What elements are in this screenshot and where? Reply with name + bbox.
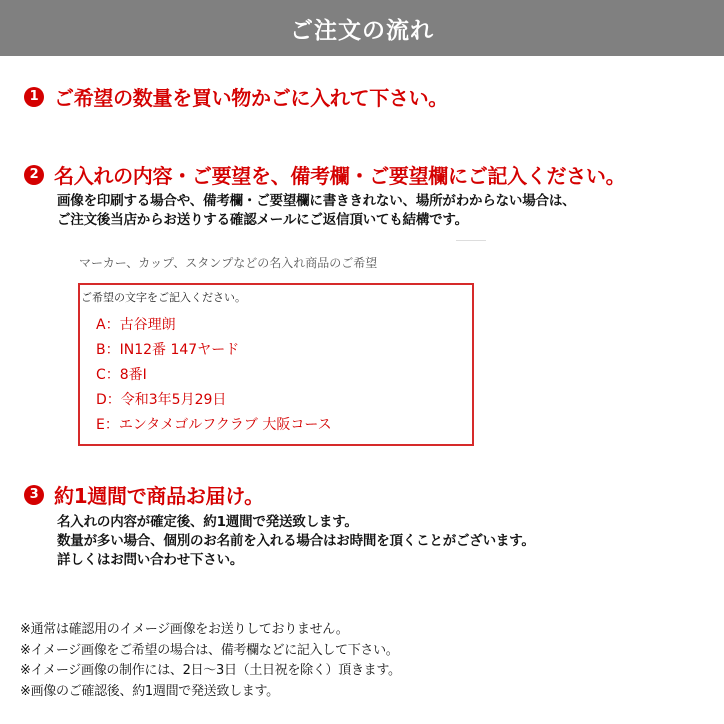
step-2-body-line: ご注文後当店からお送りする確認メールにご返信頂いても結構です。 xyxy=(57,212,468,228)
entry-example-d: D：令和3年5月29日 xyxy=(96,392,227,408)
entry-example-list xyxy=(96,316,332,441)
step-1-heading xyxy=(24,82,448,111)
note-item: ※通常は確認用のイメージ画像をお送りしておりません。 xyxy=(20,622,349,637)
step-3-body-line: 詳しくはお問い合わせ下さい。 xyxy=(57,552,244,568)
note-item: ※画像のご確認後、約1週間で発送致します。 xyxy=(20,683,279,699)
entry-example-b: B：IN12番 147ヤード xyxy=(96,342,240,358)
step-2-body xyxy=(57,192,575,230)
step-2-title: 名入れの内容・ご要望を、備考欄・ご要望欄にご記入ください。 xyxy=(54,164,626,188)
step-3-title: 約1週間で商品お届け。 xyxy=(54,484,264,508)
number-1-icon: 1 xyxy=(24,87,44,107)
note-item: ※イメージ画像の制作には、2日～3日（土日祝を除く）頂きます。 xyxy=(20,663,401,678)
step-2-heading xyxy=(24,160,625,189)
note-item: ※イメージ画像をご希望の場合は、備考欄などに記入して下さい。 xyxy=(20,642,399,658)
step-1-title: ご希望の数量を買い物かごに入れて下さい。 xyxy=(54,86,448,110)
entry-example-e: E：エンタメゴルフクラブ 大阪コース xyxy=(96,417,332,433)
step-2-body-line: 画像を印刷する場合や、備考欄・ご要望欄に書ききれない、場所がわからない場合は、 xyxy=(57,193,576,209)
entry-example-a: A：古谷理朗 xyxy=(96,317,176,333)
step-3-body xyxy=(57,513,535,570)
step-3-body-line: 名入れの内容が確定後、約1週間で発送致します。 xyxy=(57,514,358,530)
form-field-label: マーカー、カップ、スタンプなどの名入れ商品のご希望 xyxy=(79,256,378,270)
number-3-icon: 3 xyxy=(24,485,44,505)
number-2-icon: 2 xyxy=(24,165,44,185)
notes-list xyxy=(20,620,401,702)
section-title: ご注文の流れ xyxy=(290,17,434,44)
divider xyxy=(456,240,486,241)
form-field-note: ご希望の文字をご記入ください。 xyxy=(81,291,246,304)
section-header xyxy=(0,0,724,56)
entry-example-c: C：8番I xyxy=(96,367,147,383)
step-3-body-line: 数量が多い場合、個別のお名前を入れる場合はお時間を頂くことがございます。 xyxy=(57,533,535,549)
step-3-heading xyxy=(24,480,264,509)
